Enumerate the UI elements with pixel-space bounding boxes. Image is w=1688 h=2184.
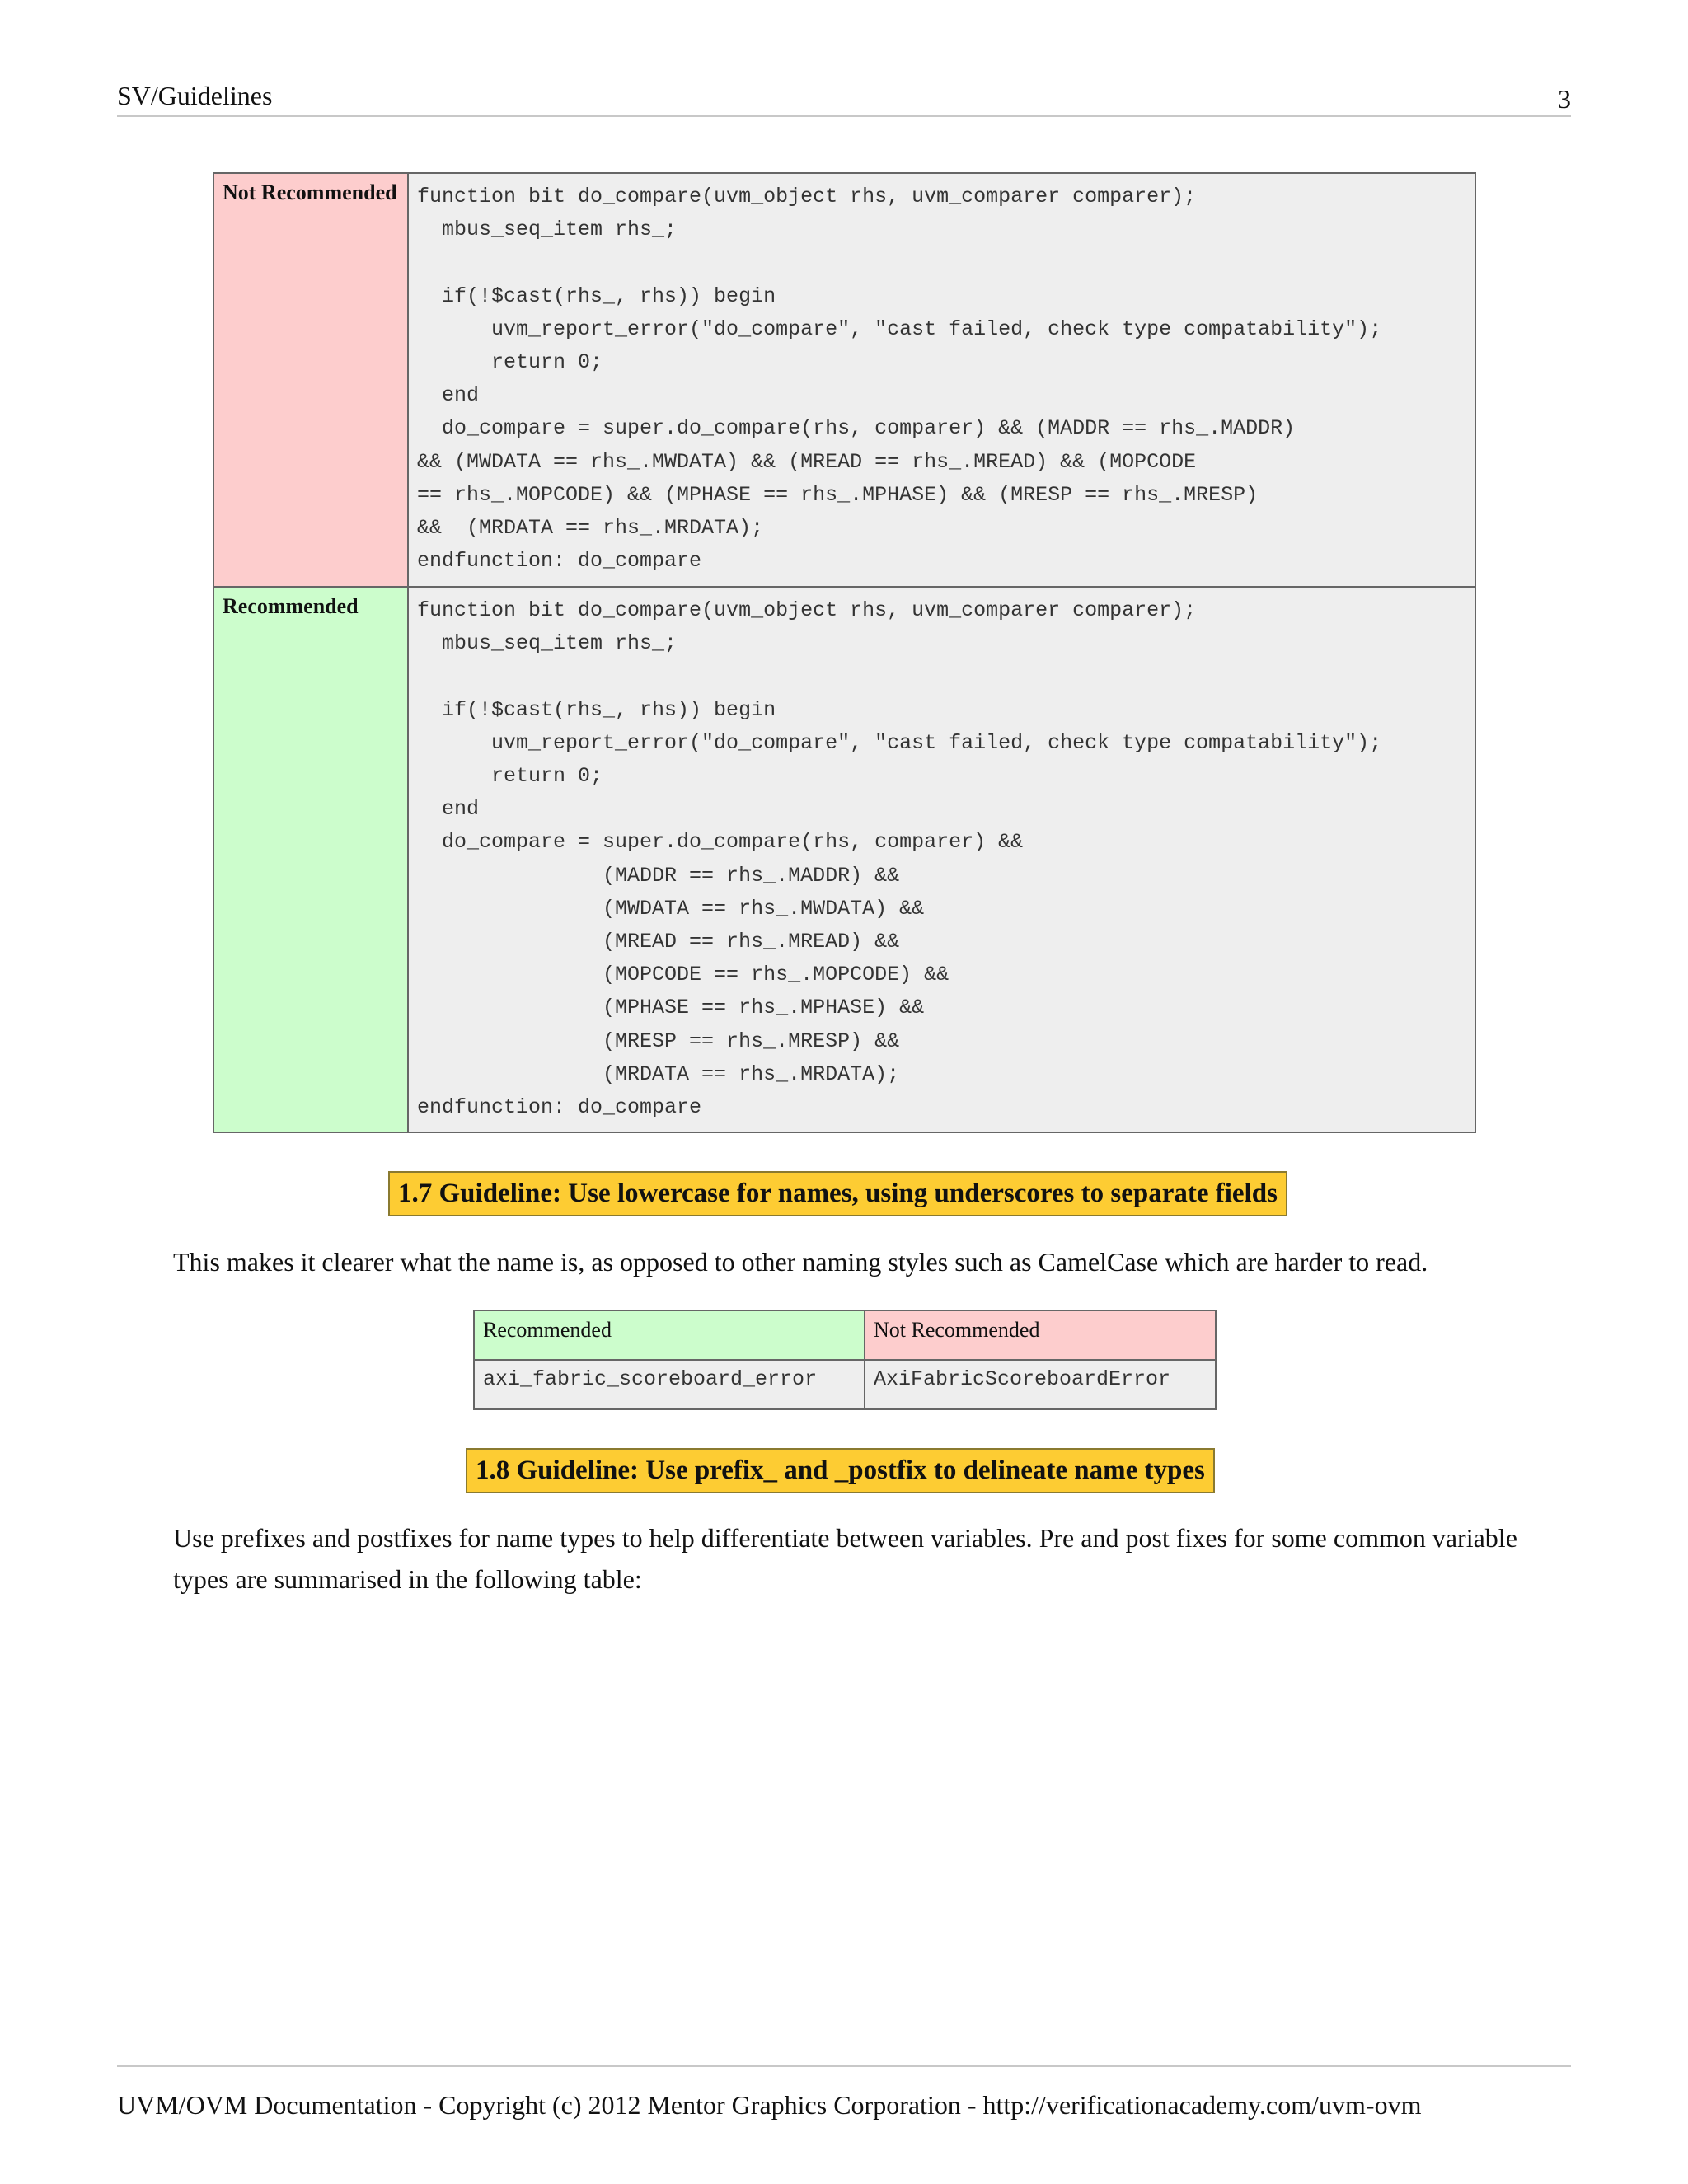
not-recommended-code: function bit do_compare(uvm_object rhs, uvm_comparer comparer); mbus_seq_item rhs_; if(!$cast(rhs_, rhs)) begin uvm_report_error("do_compare", "cast failed, check type compatability"); return 0; end do_compare = super.do_compare(rhs, comparer) && (MADDR == rhs_.MADDR) && (MWDATA == rhs_.MWDATA) && (MREAD == rhs_.MREAD) && (MOPCODE == rhs_.MOPCODE) && (MPHASE == rhs_.MPHASE) && (MRESP == rhs_.MRESP) && (MRDATA == rhs_.MRDATA); endfunction: do_compare <box>417 185 1382 574</box>
not-recommended-name: AxiFabricScoreboardError <box>865 1360 1216 1409</box>
header-rule <box>117 115 1571 117</box>
guideline-1-8-body: Use prefixes and postfixes for name types to help differentiate between variables. Pre and post fixes for some common variable types are summarised in the following table: <box>173 1523 1517 1594</box>
table-row <box>474 1360 1216 1409</box>
guideline-1-8-heading: 1.8 Guideline: Use prefix_ and _postfix to delineate name types <box>466 1448 1215 1493</box>
recommended-header: Recommended <box>474 1310 865 1360</box>
table-row <box>213 587 1475 1132</box>
page-footer: UVM/OVM Documentation - Copyright (c) 2012 Mentor Graphics Corporation - http://verificationacademy.com/uvm-ovm <box>117 2090 1422 2120</box>
page-number: 3 <box>1558 84 1571 114</box>
recommended-name: axi_fabric_scoreboard_error <box>474 1360 865 1409</box>
table-row <box>213 173 1475 587</box>
table-header-row <box>474 1310 1216 1360</box>
not-recommended-label: Not Recommended <box>213 173 408 587</box>
running-header: SV/Guidelines <box>117 81 273 110</box>
code-cell <box>408 587 1475 1132</box>
do-compare-example-table <box>213 172 1476 1133</box>
recommended-code: function bit do_compare(uvm_object rhs, uvm_comparer comparer); mbus_seq_item rhs_; if(!$cast(rhs_, rhs)) begin uvm_report_error("do_compare", "cast failed, check type compatability"); return 0; end do_compare = super.do_compare(rhs, comparer) && (MADDR == rhs_.MADDR) && (MWDATA == rhs_.MWDATA) && (MREAD == rhs_.MREAD) && (MOPCODE == rhs_.MOPCODE) && (MPHASE == rhs_.MPHASE) && (MRESP == rhs_.MRESP) && (MRDATA == rhs_.MRDATA); endfunction: do_compare <box>417 598 1382 1120</box>
guideline-1-7-heading: 1.7 Guideline: Use lowercase for names, using underscores to separate fields <box>388 1171 1287 1216</box>
not-recommended-header: Not Recommended <box>865 1310 1216 1360</box>
naming-example-table <box>473 1310 1217 1410</box>
code-cell <box>408 173 1475 587</box>
guideline-1-7-body: This makes it clearer what the name is, as opposed to other naming styles such as CamelCase which are harder to read. <box>173 1247 1428 1277</box>
footer-rule <box>117 2065 1571 2067</box>
recommended-label: Recommended <box>213 587 408 1132</box>
